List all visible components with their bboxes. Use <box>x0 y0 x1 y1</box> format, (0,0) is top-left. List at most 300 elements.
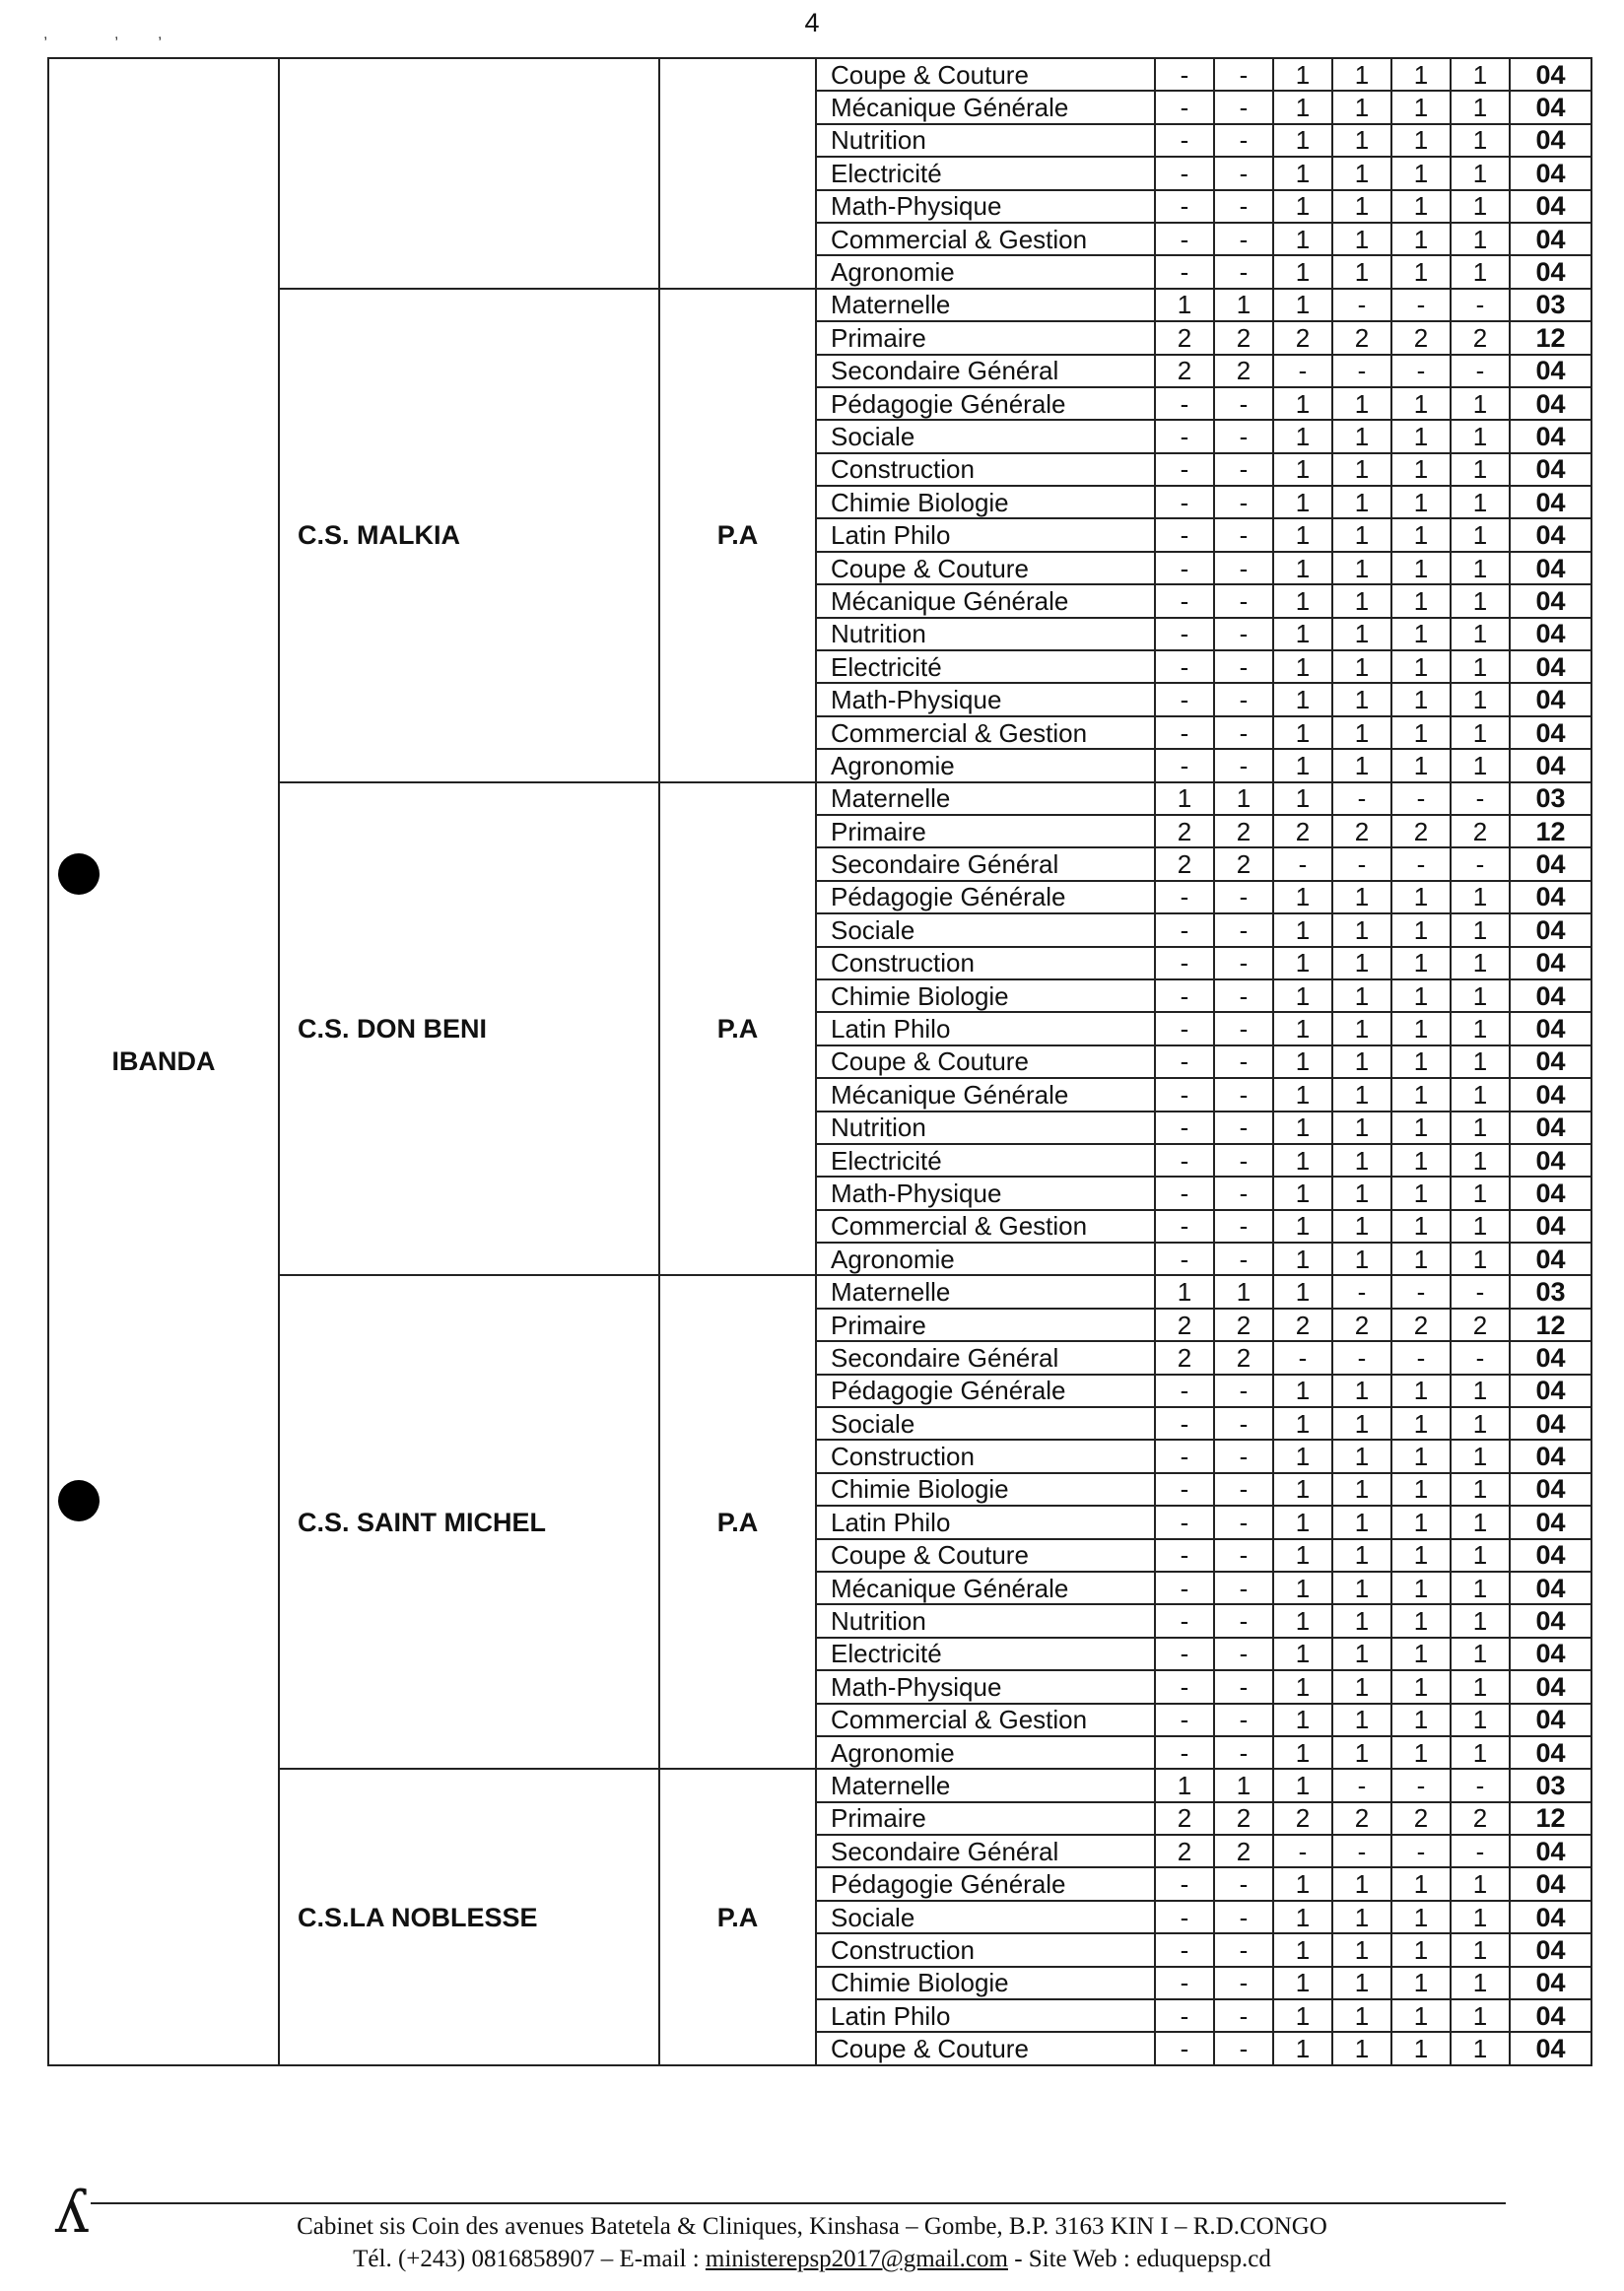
class-count-cell: 2 <box>1155 321 1214 354</box>
class-count-cell: 2 <box>1214 1309 1273 1341</box>
option-name: Sociale <box>816 913 1155 946</box>
total-cell: 04 <box>1510 453 1591 486</box>
class-count-cell: 1 <box>1273 2032 1332 2064</box>
class-count-cell: - <box>1214 486 1273 518</box>
class-count-cell: 1 <box>1391 716 1451 749</box>
option-name: Nutrition <box>816 1112 1155 1144</box>
class-count-cell: - <box>1273 1835 1332 1867</box>
status-cell: P.A <box>659 1275 816 1769</box>
class-count-cell: - <box>1155 420 1214 452</box>
province-cell: IBANDA <box>48 58 279 2065</box>
option-name: Commercial & Gestion <box>816 716 1155 749</box>
class-count-cell: - <box>1391 355 1451 387</box>
class-count-cell: 2 <box>1451 321 1510 354</box>
class-count-cell: 1 <box>1451 913 1510 946</box>
class-count-cell: 1 <box>1273 650 1332 683</box>
class-count-cell: - <box>1214 1999 1273 2032</box>
class-count-cell: - <box>1214 1506 1273 1538</box>
class-count-cell: - <box>1451 782 1510 815</box>
option-name: Mécanique Générale <box>816 584 1155 617</box>
class-count-cell: - <box>1214 1604 1273 1637</box>
class-count-cell: 1 <box>1391 584 1451 617</box>
option-name: Electricité <box>816 157 1155 189</box>
class-count-cell: 1 <box>1451 584 1510 617</box>
class-count-cell: - <box>1214 618 1273 650</box>
total-cell: 04 <box>1510 1572 1591 1604</box>
class-count-cell: 1 <box>1273 387 1332 420</box>
class-count-cell: - <box>1155 1999 1214 2032</box>
class-count-cell: 1 <box>1332 584 1391 617</box>
class-count-cell: - <box>1214 1078 1273 1111</box>
page-number: 4 <box>804 8 820 37</box>
class-count-cell: 1 <box>1391 881 1451 913</box>
total-cell: 04 <box>1510 749 1591 781</box>
class-count-cell: - <box>1214 584 1273 617</box>
class-count-cell: - <box>1214 1638 1273 1670</box>
class-count-cell: 1 <box>1273 157 1332 189</box>
class-count-cell: 1 <box>1155 782 1214 815</box>
class-count-cell: 1 <box>1391 453 1451 486</box>
option-name: Math-Physique <box>816 1670 1155 1703</box>
class-count-cell: 2 <box>1451 1802 1510 1835</box>
class-count-cell: - <box>1214 913 1273 946</box>
class-count-cell: 1 <box>1391 486 1451 518</box>
class-count-cell: - <box>1391 1769 1451 1801</box>
class-count-cell: - <box>1214 1012 1273 1044</box>
class-count-cell: 1 <box>1332 1901 1391 1933</box>
class-count-cell: - <box>1155 1440 1214 1472</box>
class-count-cell: 1 <box>1332 1604 1391 1637</box>
total-cell: 04 <box>1510 420 1591 452</box>
footer-phone: Tél. (+243) 0816858907 – E-mail : <box>353 2246 706 2272</box>
total-cell: 04 <box>1510 1045 1591 1078</box>
class-count-cell: - <box>1155 584 1214 617</box>
option-name: Chimie Biologie <box>816 1967 1155 1999</box>
class-count-cell: 1 <box>1451 1473 1510 1506</box>
class-count-cell: 1 <box>1451 1045 1510 1078</box>
class-count-cell: 1 <box>1273 1867 1332 1900</box>
class-count-cell: - <box>1451 1835 1510 1867</box>
option-name: Primaire <box>816 321 1155 354</box>
footer-email-link[interactable]: ministerepsp2017@gmail.com <box>705 2246 1008 2272</box>
footer <box>0 2210 1624 2275</box>
class-count-cell: - <box>1155 947 1214 979</box>
option-name: Construction <box>816 453 1155 486</box>
class-count-cell: - <box>1273 1341 1332 1374</box>
table-row <box>48 782 1591 815</box>
class-count-cell: 1 <box>1451 91 1510 123</box>
option-name: Pédagogie Générale <box>816 387 1155 420</box>
class-count-cell: 1 <box>1391 124 1451 157</box>
class-count-cell: 1 <box>1391 1144 1451 1177</box>
class-count-cell: 2 <box>1332 1802 1391 1835</box>
class-count-cell: 1 <box>1391 1012 1451 1044</box>
punch-hole <box>58 853 100 895</box>
class-count-cell: 1 <box>1332 223 1391 255</box>
class-count-cell: - <box>1155 1933 1214 1966</box>
total-cell: 03 <box>1510 1769 1591 1801</box>
class-count-cell: 1 <box>1273 1275 1332 1308</box>
class-count-cell: - <box>1155 387 1214 420</box>
total-cell: 04 <box>1510 881 1591 913</box>
class-count-cell: - <box>1214 683 1273 715</box>
class-count-cell: - <box>1155 1901 1214 1933</box>
option-name: Construction <box>816 947 1155 979</box>
class-count-cell: - <box>1214 1670 1273 1703</box>
class-count-cell: 1 <box>1451 979 1510 1012</box>
class-count-cell: 1 <box>1273 420 1332 452</box>
class-count-cell: 1 <box>1391 1670 1451 1703</box>
class-count-cell: 1 <box>1391 58 1451 91</box>
class-count-cell: 1 <box>1332 1375 1391 1407</box>
option-name: Primaire <box>816 1309 1155 1341</box>
total-cell: 04 <box>1510 1243 1591 1275</box>
class-count-cell: - <box>1214 1901 1273 1933</box>
total-cell: 04 <box>1510 1375 1591 1407</box>
option-name: Chimie Biologie <box>816 979 1155 1012</box>
class-count-cell: 1 <box>1391 1210 1451 1243</box>
class-count-cell: 1 <box>1332 1407 1391 1440</box>
class-count-cell: 1 <box>1391 1638 1451 1670</box>
class-count-cell: 1 <box>1332 683 1391 715</box>
class-count-cell: 1 <box>1332 387 1391 420</box>
class-count-cell: 1 <box>1155 1769 1214 1801</box>
class-count-cell: 1 <box>1273 1670 1332 1703</box>
class-count-cell: 1 <box>1391 1112 1451 1144</box>
total-cell: 03 <box>1510 782 1591 815</box>
class-count-cell: 1 <box>1332 420 1391 452</box>
class-count-cell: 1 <box>1451 683 1510 715</box>
class-count-cell: 2 <box>1273 1802 1332 1835</box>
total-cell: 04 <box>1510 2032 1591 2064</box>
option-name: Agronomie <box>816 1736 1155 1769</box>
class-count-cell: 1 <box>1451 1670 1510 1703</box>
class-count-cell: 1 <box>1273 58 1332 91</box>
option-name: Construction <box>816 1933 1155 1966</box>
class-count-cell: 1 <box>1273 1736 1332 1769</box>
class-count-cell: 1 <box>1332 518 1391 551</box>
class-count-cell: - <box>1391 847 1451 880</box>
class-count-cell: 2 <box>1332 1309 1391 1341</box>
class-count-cell: 1 <box>1273 255 1332 288</box>
class-count-cell: - <box>1155 683 1214 715</box>
class-count-cell: - <box>1214 979 1273 1012</box>
class-count-cell: 1 <box>1273 584 1332 617</box>
option-name: Latin Philo <box>816 518 1155 551</box>
class-count-cell: - <box>1155 1210 1214 1243</box>
class-count-cell: - <box>1155 1704 1214 1736</box>
class-count-cell: 1 <box>1451 947 1510 979</box>
class-count-cell: - <box>1332 782 1391 815</box>
class-count-cell: - <box>1155 223 1214 255</box>
class-count-cell: 1 <box>1332 1506 1391 1538</box>
margin-mark: , <box>158 26 163 42</box>
class-count-cell: 1 <box>1332 979 1391 1012</box>
class-count-cell: 1 <box>1332 650 1391 683</box>
class-count-cell: - <box>1214 1407 1273 1440</box>
class-count-cell: 1 <box>1451 58 1510 91</box>
option-name: Agronomie <box>816 1243 1155 1275</box>
class-count-cell: 1 <box>1332 1210 1391 1243</box>
class-count-cell: - <box>1332 1769 1391 1801</box>
class-count-cell: - <box>1155 650 1214 683</box>
total-cell: 04 <box>1510 947 1591 979</box>
footer-divider <box>91 2202 1506 2204</box>
class-count-cell: - <box>1155 453 1214 486</box>
class-count-cell: 1 <box>1273 979 1332 1012</box>
class-count-cell: 1 <box>1332 1638 1391 1670</box>
class-count-cell: 1 <box>1273 1933 1332 1966</box>
total-cell: 04 <box>1510 255 1591 288</box>
total-cell: 04 <box>1510 1604 1591 1637</box>
class-count-cell: 1 <box>1273 223 1332 255</box>
class-count-cell: 1 <box>1332 157 1391 189</box>
total-cell: 04 <box>1510 1210 1591 1243</box>
class-count-cell: 1 <box>1332 1967 1391 1999</box>
class-count-cell: 1 <box>1214 1769 1273 1801</box>
option-name: Mécanique Générale <box>816 1078 1155 1111</box>
total-cell: 04 <box>1510 387 1591 420</box>
class-count-cell: - <box>1214 1704 1273 1736</box>
class-count-cell: 1 <box>1332 58 1391 91</box>
class-count-cell: - <box>1155 881 1214 913</box>
total-cell: 04 <box>1510 1901 1591 1933</box>
class-count-cell: 1 <box>1273 289 1332 321</box>
option-name: Construction <box>816 1440 1155 1472</box>
class-count-cell: - <box>1332 355 1391 387</box>
class-count-cell: 1 <box>1451 1999 1510 2032</box>
option-name: Secondaire Général <box>816 355 1155 387</box>
class-count-cell: 1 <box>1273 1769 1332 1801</box>
class-count-cell: - <box>1451 847 1510 880</box>
class-count-cell: - <box>1155 913 1214 946</box>
class-count-cell: 1 <box>1391 387 1451 420</box>
class-count-cell: 1 <box>1391 1933 1451 1966</box>
total-cell: 12 <box>1510 1309 1591 1341</box>
class-count-cell: 2 <box>1273 1309 1332 1341</box>
class-count-cell: 1 <box>1391 650 1451 683</box>
class-count-cell: 1 <box>1391 1999 1451 2032</box>
class-count-cell: - <box>1214 650 1273 683</box>
class-count-cell: 1 <box>1332 1933 1391 1966</box>
class-count-cell: 1 <box>1451 453 1510 486</box>
total-cell: 04 <box>1510 1704 1591 1736</box>
class-count-cell: 1 <box>1451 1867 1510 1900</box>
total-cell: 04 <box>1510 1341 1591 1374</box>
status-cell: P.A <box>659 782 816 1276</box>
class-count-cell: - <box>1214 1933 1273 1966</box>
class-count-cell: - <box>1214 1045 1273 1078</box>
total-cell: 12 <box>1510 815 1591 847</box>
total-cell: 04 <box>1510 518 1591 551</box>
class-count-cell: 1 <box>1332 913 1391 946</box>
class-count-cell: 1 <box>1451 1572 1510 1604</box>
class-count-cell: 2 <box>1155 1835 1214 1867</box>
option-name: Coupe & Couture <box>816 2032 1155 2064</box>
total-cell: 04 <box>1510 486 1591 518</box>
total-cell: 04 <box>1510 1867 1591 1900</box>
class-count-cell: 1 <box>1451 1736 1510 1769</box>
class-count-cell: 2 <box>1332 815 1391 847</box>
class-count-cell: - <box>1155 1506 1214 1538</box>
class-count-cell: - <box>1214 223 1273 255</box>
class-count-cell: 2 <box>1155 1309 1214 1341</box>
class-count-cell: - <box>1155 1867 1214 1900</box>
class-count-cell: - <box>1155 1736 1214 1769</box>
option-name: Sociale <box>816 1407 1155 1440</box>
footer-contact <box>0 2243 1624 2275</box>
option-name: Math-Physique <box>816 190 1155 223</box>
class-count-cell: 1 <box>1273 1604 1332 1637</box>
class-count-cell: 1 <box>1391 255 1451 288</box>
option-name: Mécanique Générale <box>816 1572 1155 1604</box>
class-count-cell: 1 <box>1273 782 1332 815</box>
class-count-cell: - <box>1391 1341 1451 1374</box>
total-cell: 04 <box>1510 1473 1591 1506</box>
class-count-cell: 1 <box>1273 749 1332 781</box>
total-cell: 04 <box>1510 1670 1591 1703</box>
class-count-cell: - <box>1214 157 1273 189</box>
class-count-cell: 2 <box>1391 321 1451 354</box>
class-count-cell: - <box>1155 1670 1214 1703</box>
class-count-cell: 1 <box>1451 387 1510 420</box>
class-count-cell: 1 <box>1332 1539 1391 1572</box>
option-name: Pédagogie Générale <box>816 1375 1155 1407</box>
class-count-cell: 1 <box>1451 650 1510 683</box>
class-count-cell: 1 <box>1332 486 1391 518</box>
option-name: Pédagogie Générale <box>816 881 1155 913</box>
option-name: Mécanique Générale <box>816 91 1155 123</box>
class-count-cell: 1 <box>1451 1933 1510 1966</box>
margin-mark: , <box>43 26 48 42</box>
total-cell: 04 <box>1510 1144 1591 1177</box>
class-count-cell: 1 <box>1273 1375 1332 1407</box>
class-count-cell: 1 <box>1451 255 1510 288</box>
class-count-cell: 1 <box>1451 552 1510 584</box>
class-count-cell: 1 <box>1451 749 1510 781</box>
total-cell: 04 <box>1510 716 1591 749</box>
class-count-cell: - <box>1214 1177 1273 1209</box>
class-count-cell: 1 <box>1451 1375 1510 1407</box>
class-count-cell: 1 <box>1273 716 1332 749</box>
total-cell: 04 <box>1510 157 1591 189</box>
school-name-cell <box>279 58 659 289</box>
class-count-cell: 1 <box>1391 1045 1451 1078</box>
class-count-cell: 1 <box>1451 1243 1510 1275</box>
class-count-cell: 1 <box>1273 1440 1332 1472</box>
class-count-cell: 1 <box>1273 1967 1332 1999</box>
option-name: Nutrition <box>816 124 1155 157</box>
class-count-cell: 1 <box>1391 1177 1451 1209</box>
total-cell: 04 <box>1510 58 1591 91</box>
class-count-cell: 1 <box>1451 1704 1510 1736</box>
class-count-cell: - <box>1332 1341 1391 1374</box>
option-name: Agronomie <box>816 255 1155 288</box>
option-name: Primaire <box>816 1802 1155 1835</box>
class-count-cell: - <box>1155 1638 1214 1670</box>
class-count-cell: 1 <box>1273 1078 1332 1111</box>
class-count-cell: 2 <box>1214 1802 1273 1835</box>
class-count-cell: 1 <box>1451 1012 1510 1044</box>
total-cell: 04 <box>1510 1999 1591 2032</box>
total-cell: 04 <box>1510 1078 1591 1111</box>
class-count-cell: 1 <box>1391 1473 1451 1506</box>
class-count-cell: 1 <box>1451 1967 1510 1999</box>
table-row <box>48 289 1591 321</box>
class-count-cell: 1 <box>1391 1704 1451 1736</box>
class-count-cell: 1 <box>1391 1375 1451 1407</box>
class-count-cell: 1 <box>1332 1704 1391 1736</box>
class-count-cell: 2 <box>1391 1802 1451 1835</box>
option-name: Math-Physique <box>816 683 1155 715</box>
class-count-cell: - <box>1214 552 1273 584</box>
total-cell: 04 <box>1510 847 1591 880</box>
class-count-cell: 1 <box>1273 1012 1332 1044</box>
class-count-cell: 1 <box>1332 1999 1391 2032</box>
class-count-cell: 1 <box>1273 453 1332 486</box>
class-count-cell: 1 <box>1273 1045 1332 1078</box>
class-count-cell: - <box>1155 255 1214 288</box>
class-count-cell: - <box>1391 1835 1451 1867</box>
class-count-cell: 1 <box>1273 1112 1332 1144</box>
class-count-cell: 2 <box>1214 1835 1273 1867</box>
option-name: Sociale <box>816 1901 1155 1933</box>
class-count-cell: 1 <box>1332 1177 1391 1209</box>
class-count-cell: 1 <box>1451 157 1510 189</box>
class-count-cell: 1 <box>1391 91 1451 123</box>
option-name: Maternelle <box>816 782 1155 815</box>
class-count-cell: 1 <box>1332 190 1391 223</box>
total-cell: 04 <box>1510 913 1591 946</box>
class-count-cell: - <box>1155 1012 1214 1044</box>
class-count-cell: 2 <box>1273 815 1332 847</box>
option-name: Coupe & Couture <box>816 552 1155 584</box>
class-count-cell: 1 <box>1332 1078 1391 1111</box>
class-count-cell: 1 <box>1451 1112 1510 1144</box>
total-cell: 04 <box>1510 1407 1591 1440</box>
class-count-cell: 1 <box>1451 2032 1510 2064</box>
class-count-cell: 1 <box>1391 1572 1451 1604</box>
class-count-cell: - <box>1451 1341 1510 1374</box>
class-count-cell: 1 <box>1391 947 1451 979</box>
class-count-cell: 1 <box>1273 1210 1332 1243</box>
class-count-cell: 1 <box>1391 420 1451 452</box>
class-count-cell: 2 <box>1273 321 1332 354</box>
class-count-cell: - <box>1214 58 1273 91</box>
total-cell: 04 <box>1510 552 1591 584</box>
option-name: Chimie Biologie <box>816 486 1155 518</box>
option-name: Commercial & Gestion <box>816 1210 1155 1243</box>
class-count-cell: - <box>1155 58 1214 91</box>
class-count-cell: 1 <box>1451 1638 1510 1670</box>
total-cell: 04 <box>1510 618 1591 650</box>
option-name: Nutrition <box>816 618 1155 650</box>
class-count-cell: 1 <box>1391 552 1451 584</box>
class-count-cell: - <box>1155 518 1214 551</box>
total-cell: 03 <box>1510 289 1591 321</box>
option-name: Coupe & Couture <box>816 1539 1155 1572</box>
total-cell: 04 <box>1510 979 1591 1012</box>
class-count-cell: - <box>1155 91 1214 123</box>
total-cell: 03 <box>1510 1275 1591 1308</box>
class-count-cell: - <box>1391 782 1451 815</box>
class-count-cell: 2 <box>1451 815 1510 847</box>
class-count-cell: 2 <box>1214 815 1273 847</box>
class-count-cell: 1 <box>1273 1144 1332 1177</box>
option-name: Latin Philo <box>816 1506 1155 1538</box>
class-count-cell: - <box>1214 255 1273 288</box>
class-count-cell: - <box>1451 289 1510 321</box>
